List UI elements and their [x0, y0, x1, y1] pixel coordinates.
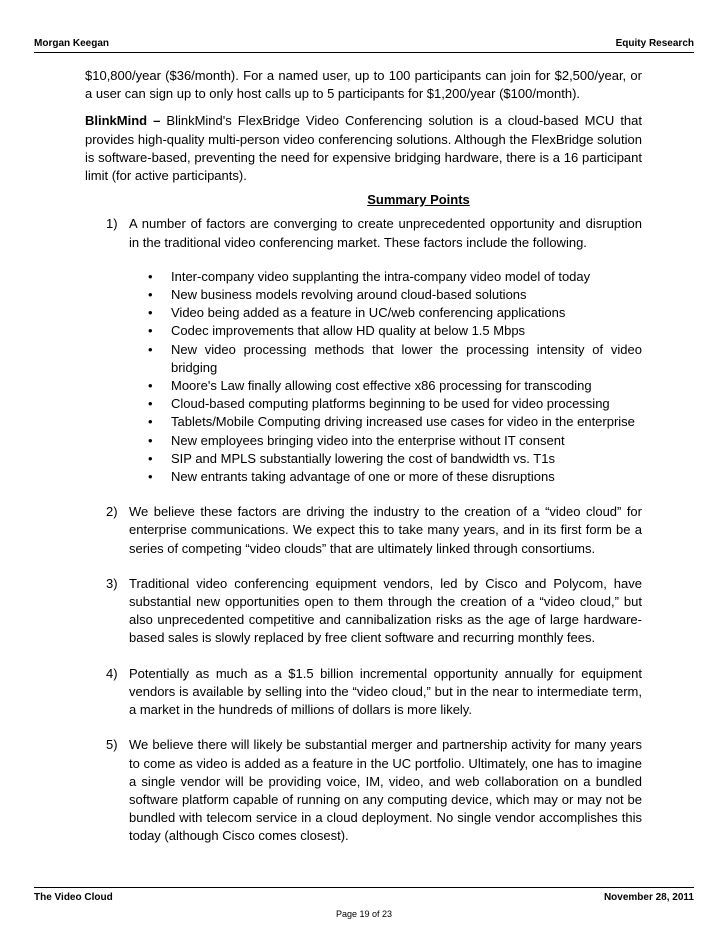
list-item	[129, 377, 642, 395]
list-item-text: Moore's Law finally allowing cost effective x86 processing for transcoding	[171, 378, 592, 394]
point-text: We believe these factors are driving the industry to the creation of a “video cloud” for enterprise communications. We expect this to take many years, and in its first form be a series of competing “video clouds” that are ultimately linked through consortiums.	[129, 504, 642, 556]
summary-point	[85, 736, 642, 845]
list-item-text: Video being added as a feature in UC/web conferencing applications	[171, 305, 566, 321]
blinkmind-lead: BlinkMind –	[85, 113, 161, 129]
list-item	[129, 286, 642, 304]
bullet-icon: •	[148, 268, 153, 284]
bullet-icon: •	[148, 323, 153, 339]
list-item	[129, 341, 642, 377]
list-item-text: Inter-company video supplanting the intra-company video model of today	[171, 268, 591, 284]
page-footer	[34, 887, 694, 908]
bullet-icon: •	[148, 414, 153, 430]
bullet-icon: •	[148, 341, 153, 357]
summary-point	[85, 665, 642, 720]
list-item-text: New employees bringing video into the enterprise without IT consent	[171, 432, 565, 448]
summary-points	[85, 215, 642, 845]
list-item-text: SIP and MPLS substantially lowering the cost of bandwidth vs. T1s	[171, 450, 555, 466]
list-item	[129, 432, 642, 450]
point-number: 5)	[106, 737, 118, 753]
list-item	[129, 304, 642, 322]
bullet-icon: •	[148, 305, 153, 321]
list-item-text: New business models revolving around cloud-based solutions	[171, 287, 527, 303]
list-item-text: Tablets/Mobile Computing driving increased use cases for video in the enterprise	[171, 414, 635, 430]
bullet-icon: •	[148, 396, 153, 412]
summary-heading: Summary Points	[367, 192, 470, 208]
list-item-text: New entrants taking advantage of one or more of these disruptions	[171, 469, 555, 485]
point-number: 2)	[106, 504, 118, 520]
bullet-icon: •	[148, 287, 153, 303]
list-item-text: Cloud-based computing platforms beginning to be used for video processing	[171, 396, 610, 412]
list-item	[129, 322, 642, 340]
bullet-icon: •	[148, 378, 153, 394]
point-number: 4)	[106, 665, 118, 681]
list-item-text: New video processing methods that lower the processing intensity of video bridging	[171, 341, 642, 375]
intro-paragraph: $10,800/year ($36/month). For a named user, up to 100 participants can join for $2,500/year, or a user can sign up to only host calls up to 5 participants for $1,200/year ($100/month).	[85, 68, 642, 102]
page-number: Page 19 of 23	[335, 909, 393, 919]
footer-title: The Video Cloud	[34, 892, 113, 903]
header-firm: Morgan Keegan	[34, 38, 110, 49]
blinkmind-text: BlinkMind's FlexBridge Video Conferencing solution is a cloud-based MCU that provides high-quality multi-person video conferencing solutions. Although the FlexBridge solution is software-based, preventing the need for expensive bridging hardware, there is a 16 participant limit (for active participants).	[85, 113, 642, 184]
list-item	[129, 450, 642, 468]
header-section: Equity Research	[615, 38, 694, 49]
footer-date: November 28, 2011	[603, 892, 694, 903]
bullet-icon: •	[148, 450, 153, 466]
document-body	[85, 67, 642, 863]
list-item	[129, 413, 642, 431]
summary-point	[85, 215, 642, 486]
list-item	[129, 395, 642, 413]
summary-point	[85, 503, 642, 558]
point-number: 1)	[106, 216, 118, 232]
point-number: 3)	[106, 575, 118, 591]
blinkmind-paragraph	[85, 112, 642, 185]
point-text: We believe there will likely be substantial merger and partnership activity for many years to come as video is added as a feature in the UC portfolio. Ultimately, one has to imagine a single vendor will be providing voice, IM, video, and web collaboration on a bundled software platform capable of running on any computing device, which may or may not be bundled with telecom service in a cloud deployment. No single vendor accomplishes this today (although Cisco comes closest).	[129, 737, 642, 844]
page-header	[34, 34, 694, 53]
point-text: A number of factors are converging to create unprecedented opportunity and disruption in the traditional video conferencing market. These factors include the following.	[129, 216, 642, 250]
summary-point	[85, 575, 642, 648]
point-text: Potentially as much as a $1.5 billion incremental opportunity annually for equipment vendors is available by selling into the “video cloud,” but in the near to intermediate term, a market in the hundreds of millions of dollars is more likely.	[129, 665, 642, 718]
list-item	[129, 268, 642, 286]
list-item-text: Codec improvements that allow HD quality at below 1.5 Mbps	[171, 323, 526, 339]
factor-list	[129, 268, 642, 486]
list-item	[129, 468, 642, 486]
bullet-icon: •	[148, 469, 153, 485]
bullet-icon: •	[148, 432, 153, 448]
point-text: Traditional video conferencing equipment vendors, led by Cisco and Polycom, have substantial new opportunities open to them through the creation of a “video cloud,” but also unprecedented competitive and cannibalization risks as the age of large hardware-based sales is slowly replaced by free client software and recurring monthly fees.	[129, 575, 642, 646]
